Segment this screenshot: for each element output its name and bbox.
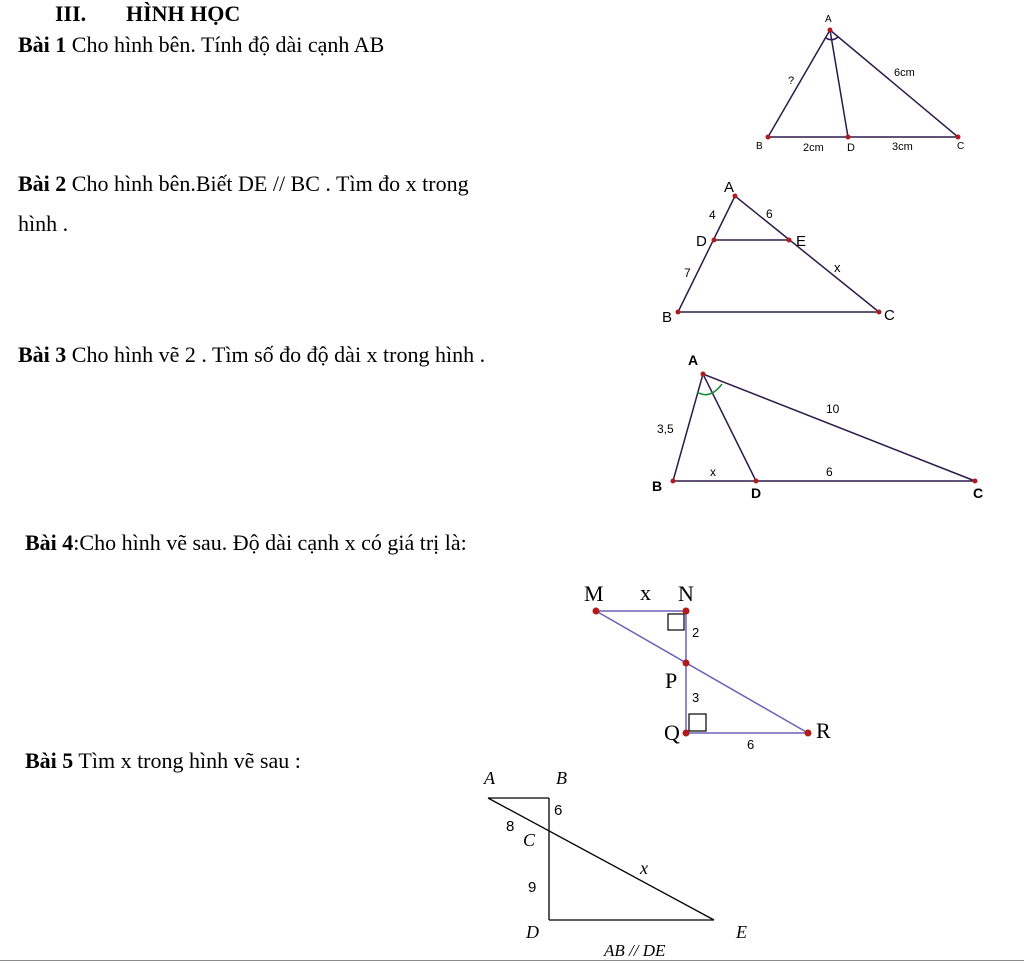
fig2-label-db: 7	[684, 266, 691, 280]
fig3-point-a	[701, 372, 706, 377]
problem-1-label: Bài 1	[18, 32, 67, 57]
problem-2-text: Cho hình bên.Biết DE // BC . Tìm đo x trong	[66, 171, 469, 196]
fig5-segment-ae	[488, 798, 714, 920]
fig2-label-d: D	[696, 233, 707, 250]
fig4-label-pq: 3	[692, 690, 700, 705]
section-title: HÌNH HỌC	[126, 1, 241, 26]
fig2-point-b	[676, 310, 681, 315]
fig4-label-np: 2	[692, 625, 700, 640]
fig2-label-ad: 4	[709, 208, 716, 222]
fig4-label-mn: x	[640, 580, 651, 605]
fig4-label-qr: 6	[747, 737, 755, 752]
fig1-label-ac: 6cm	[894, 67, 915, 79]
fig1-label-a: A	[825, 14, 832, 25]
fig3-label-bd: x	[710, 465, 716, 479]
fig4-right-angle-q	[689, 714, 706, 731]
problem-2-label: Bài 2	[18, 171, 67, 196]
fig1-point-d	[846, 135, 851, 140]
problem-1-text: Cho hình bên. Tính độ dài cạnh AB	[66, 32, 385, 57]
fig5-label-ac: 8	[506, 818, 515, 835]
figure-4	[596, 611, 808, 733]
fig1-segment-ad	[830, 30, 848, 137]
fig1-label-bd: 2cm	[803, 142, 824, 154]
problem-3-label: Bài 3	[18, 342, 67, 367]
figure-5	[488, 798, 714, 920]
fig1-point-b	[766, 135, 771, 140]
fig1-point-a	[828, 28, 833, 33]
fig4-label-q: Q	[664, 720, 680, 745]
problem-5-text: Tìm x trong hình vẽ sau :	[73, 748, 301, 773]
fig4-point-p	[683, 660, 690, 667]
fig1-point-c	[956, 135, 961, 140]
fig5-label-ce: x	[640, 858, 648, 878]
fig4-label-p: P	[665, 668, 678, 693]
problem-4-label: Bài 4	[25, 530, 74, 555]
fig4-label-m: M	[584, 581, 604, 606]
fig4-segment-mr	[596, 611, 808, 733]
fig4-label-n: N	[678, 581, 694, 606]
fig4-point-q	[683, 730, 690, 737]
fig3-point-b	[671, 479, 676, 484]
fig3-point-d	[754, 479, 759, 484]
fig5-label-d: D	[526, 922, 539, 942]
fig3-point-c	[973, 479, 978, 484]
fig5-label-cd: 9	[528, 879, 537, 896]
fig1-label-ab: ?	[788, 75, 795, 87]
fig1-label-c: C	[957, 141, 965, 152]
fig3-label-a: A	[688, 352, 699, 368]
fig3-label-dc: 6	[826, 465, 833, 479]
fig5-label-e: E	[736, 922, 747, 942]
fig4-label-r: R	[816, 718, 831, 743]
fig3-label-ab: 3,5	[657, 422, 674, 436]
problem-3-text: Cho hình vẽ 2 . Tìm số đo độ dài x trong hình .	[66, 342, 486, 367]
fig4-right-angle-n	[668, 614, 684, 630]
problem-5-label: Bài 5	[25, 748, 74, 773]
fig2-point-e	[787, 238, 792, 243]
fig1-triangle	[768, 30, 958, 137]
fig2-label-ae: 6	[766, 207, 773, 221]
fig1-label-dc: 3cm	[892, 141, 913, 153]
fig5-label-c: C	[523, 830, 536, 850]
fig3-label-ac: 10	[826, 402, 840, 416]
fig4-point-n	[683, 608, 690, 615]
problem-2-text-line2: hình .	[18, 211, 69, 236]
fig3-label-b: B	[652, 478, 663, 494]
fig1-label-d: D	[847, 142, 855, 154]
fig4-point-m	[593, 608, 600, 615]
problem-4-text: :Cho hình vẽ sau. Độ dài cạnh x có giá trị là:	[73, 530, 467, 555]
fig2-label-ec: x	[834, 260, 841, 275]
fig2-label-c: C	[884, 307, 895, 324]
fig1-label-b: B	[756, 141, 763, 152]
fig1-points	[766, 28, 961, 140]
fig5-caption: AB // DE	[604, 941, 666, 960]
figure-1	[768, 30, 958, 137]
fig2-point-d	[712, 238, 717, 243]
fig5-label-bc: 6	[554, 802, 563, 819]
fig2-label-a: A	[724, 179, 735, 196]
page-bottom-border	[0, 960, 1024, 961]
section-number: III.	[55, 1, 87, 26]
fig4-point-r	[805, 730, 812, 737]
fig5-label-a: A	[484, 768, 495, 788]
fig3-points	[671, 372, 978, 484]
fig3-label-c: C	[973, 485, 984, 501]
figure-3	[673, 374, 975, 481]
fig3-label-d: D	[751, 485, 762, 501]
fig3-triangle	[673, 374, 975, 481]
fig2-point-c	[877, 310, 882, 315]
fig5-label-b: B	[556, 768, 567, 788]
fig2-label-e: E	[796, 233, 807, 250]
fig2-label-b: B	[662, 309, 673, 326]
